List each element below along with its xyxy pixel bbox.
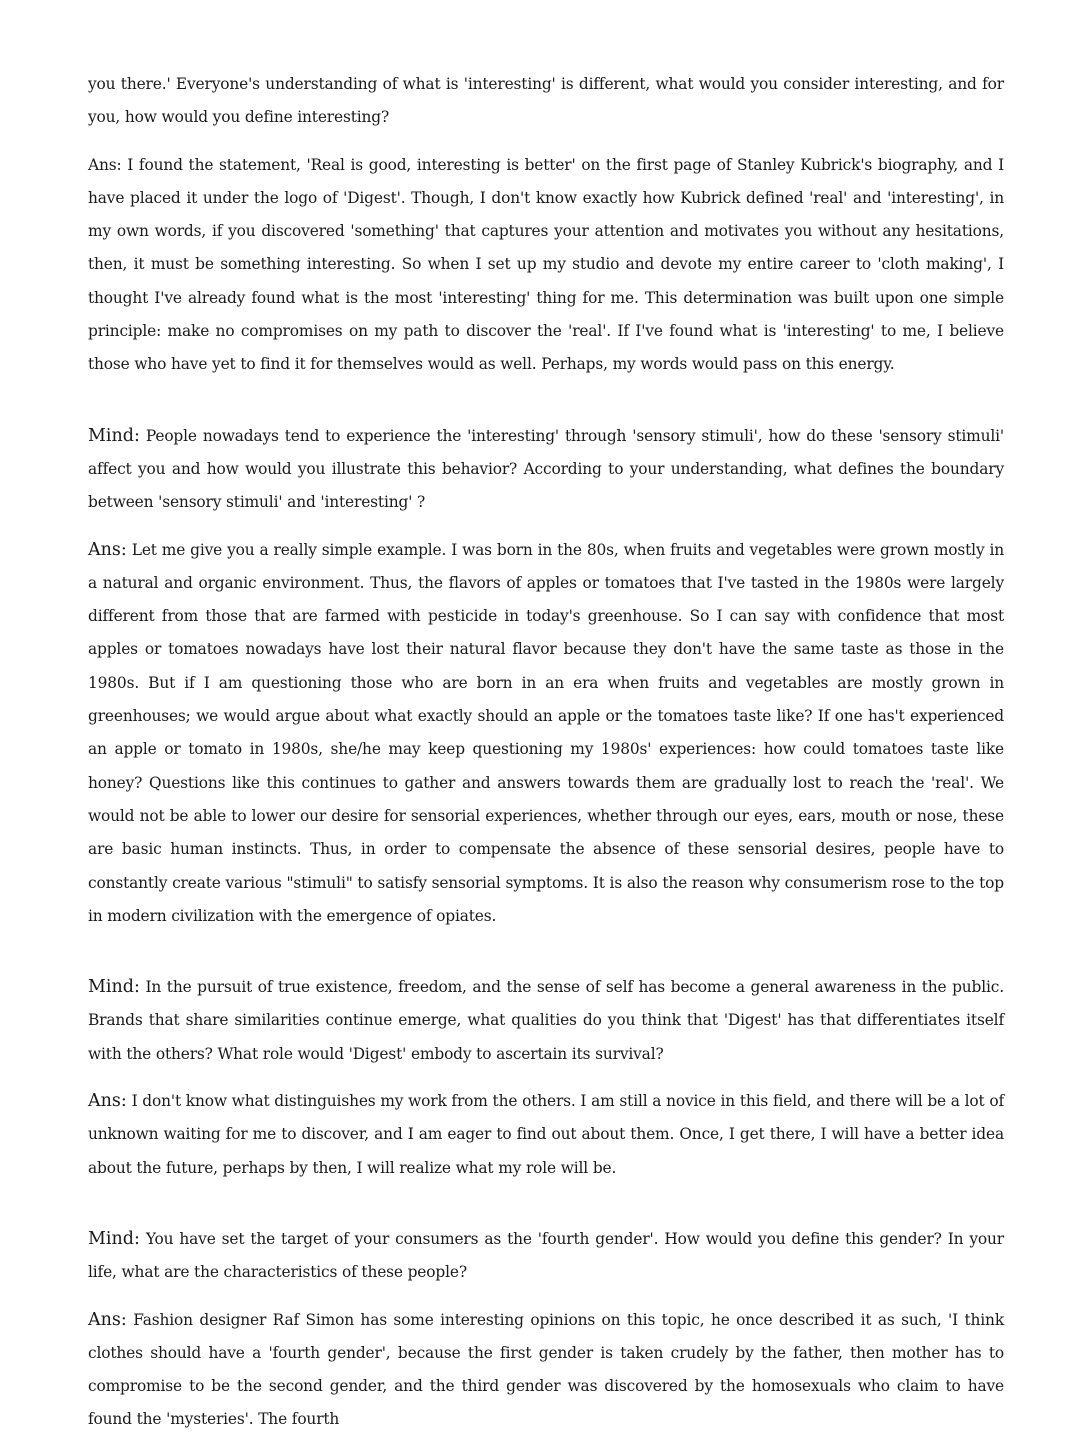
answer-paragraph: [88, 1085, 1004, 1185]
spacer: [88, 520, 1004, 534]
question-paragraph: [88, 420, 1004, 520]
paragraph-text: I don't know what distinguishes my work from the others. I am still a novice in this field, and there will be a lot of unknown waiting for me to discover, and I am eager to find out about them. Once, I get there, I will have a better idea about the future, perhaps by then, I will realize what my role will be.: [88, 1092, 1004, 1177]
spacer: [88, 1185, 1004, 1223]
question-label: Mind:: [88, 425, 140, 446]
paragraph-text: You have set the target of your consumers as the 'fourth gender'. How would you define this gender? In your life, what are the characteristics of these people?: [88, 1229, 1004, 1282]
question-label: Mind:: [88, 977, 140, 998]
paragraph-text: In the pursuit of true existence, freedom, and the sense of self has become a general awareness in the public. Brands that share similarities continue emerge, what qualities do you think that 'Digest' has that differentiates itself with the others? What role would 'Digest' embody to ascertain its survival?: [88, 978, 1004, 1063]
spacer: [88, 933, 1004, 971]
answer-paragraph: [88, 534, 1004, 934]
paragraph-text: Let me give you a really simple example. I was born in the 80s, when fruits and vegetables were grown mostly in a natural and organic environment. Thus, the flavors of apples or tomatoes that I've tasted in the 1980s were largely different from those that are farmed with pesticide in today's greenhouse. So I can say with confidence that most apples or tomatoes nowadays have lost their natural flavor because they don't have the same taste as those in the 1980s. But if I am questioning those who are born in an era when fruits and vegetables are mostly grown in greenhouses; we would argue about what exactly should an apple or the tomatoes taste like? If one has't experienced an apple or tomato in 1980s, she/he may keep questioning my 1980s' experiences: how could tomatoes taste like honey? Questions like this continues to gather and answers towards them are gradually lost to reach the 'real'. We would not be able to lower our desire for sensorial experiences, whether through our eyes, ears, mouth or nose, these are basic human instincts. Thus, in order to compensate the absence of these sensorial desires, people have to constantly create various "stimuli" to satisfy sensorial symptoms. It is also the reason why consumerism rose to the top in modern civilization with the emergence of opiates.: [88, 540, 1004, 925]
paragraph-text: People nowadays tend to experience the 'interesting' through 'sensory stimuli', how do these 'sensory stimuli' affect you and how would you illustrate this behavior? According to your understanding, what defines the boundary between 'sensory stimuli' and 'interesting' ?: [88, 426, 1004, 512]
answer-label: Ans:: [88, 1091, 127, 1112]
answer-label: Ans:: [88, 539, 127, 560]
spacer: [88, 1071, 1004, 1085]
answer-paragraph: [88, 1304, 1004, 1437]
question-label: Mind:: [88, 1228, 140, 1249]
answer-label: Ans:: [88, 155, 122, 174]
document-page: [88, 68, 1004, 1437]
paragraph-text: Fashion designer Raf Simon has some interesting opinions on this topic, he once described it as such, 'I think clothes should have a 'fourth gender', because the first gender is taken crudely by the father, then mother has to compromise to be the second gender, and the third gender was discovered by the homosexuals who claim to have found the 'mysteries'. The fourth: [88, 1310, 1004, 1429]
spacer: [88, 135, 1004, 149]
answer-label: Ans:: [88, 1309, 127, 1330]
paragraph-text: you there.' Everyone's understanding of what is 'interesting' is different, what would you consider interesting, and for you, how would you define interesting?: [88, 75, 1004, 127]
answer-paragraph: [88, 149, 1004, 382]
spacer: [88, 382, 1004, 420]
spacer: [88, 1290, 1004, 1304]
question-paragraph: [88, 971, 1004, 1071]
question-paragraph: [88, 1223, 1004, 1290]
continuation-paragraph: [88, 68, 1004, 135]
paragraph-text: I found the statement, 'Real is good, interesting is better' on the first page of Stanley Kubrick's biography, and I have placed it under the logo of 'Digest'. Though, I don't know exactly how Kubrick defined 'real' and 'interesting', in my own words, if you discovered 'something' that captures your attention and motivates you without any hesitations, then, it must be something interesting. So when I set up my studio and devote my entire career to 'cloth making', I thought I've already found what is the most 'interesting' thing for me. This determination was built upon one simple principle: make no compromises on my path to discover the 'real'. If I've found what is 'interesting' to me, I believe those who have yet to find it for themselves would as well. Perhaps, my words would pass on this energy.: [88, 155, 1004, 374]
